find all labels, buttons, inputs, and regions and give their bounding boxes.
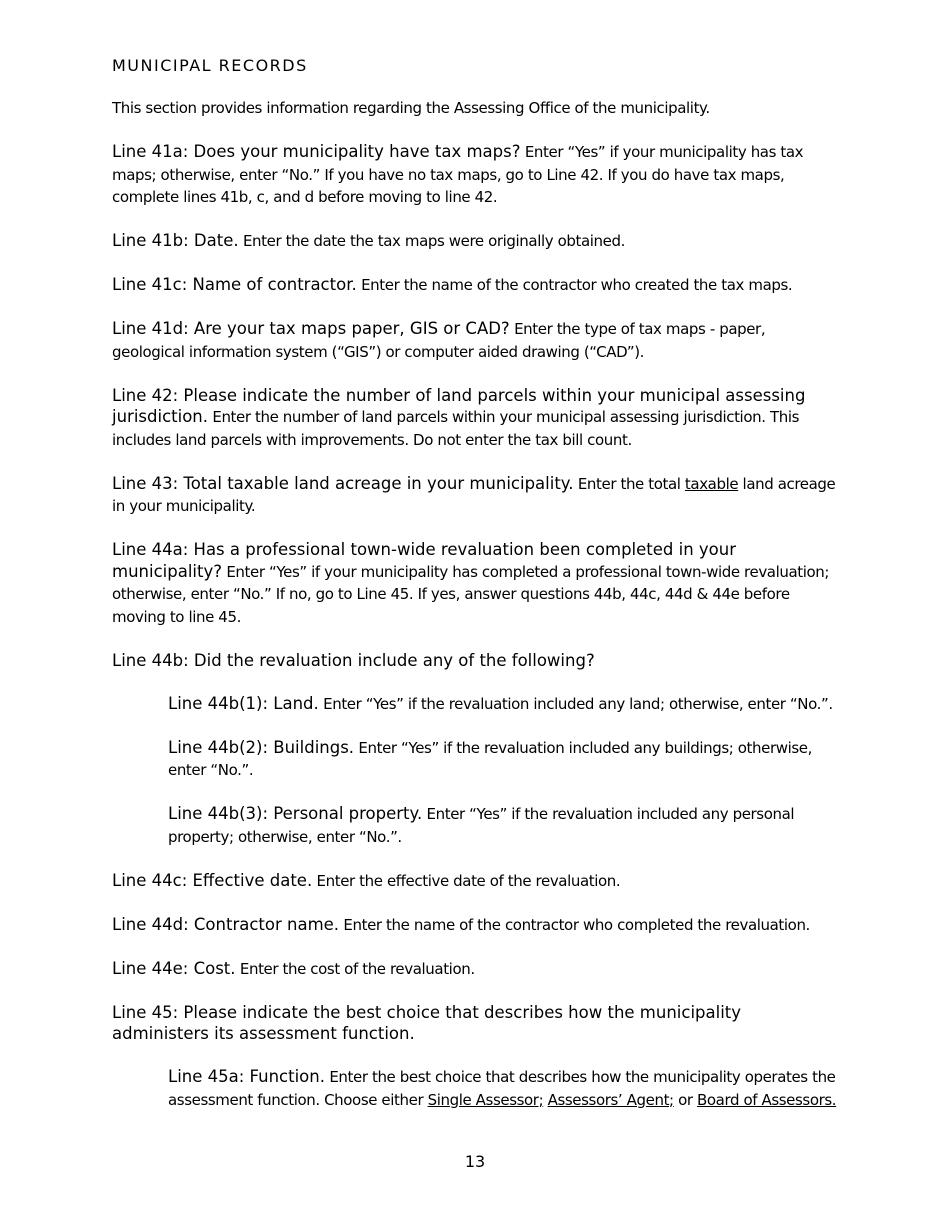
document-page (112, 54, 840, 1133)
line-43-text-post: land acreage in your municipality. (112, 474, 836, 515)
line-41b-text: Enter the date the tax maps were originally obtained. (238, 232, 625, 250)
line-44b1-text: Enter “Yes” if the revaluation included any land; otherwise, enter “No.”. (318, 694, 833, 713)
line-44b-paragraph (112, 650, 840, 672)
line-41b-heading: Line 41b: Date. (112, 231, 239, 250)
line-41c-paragraph (112, 274, 840, 297)
line-44b2-heading: Line 44b(2): Buildings. (168, 737, 355, 757)
line-45-heading: Line 45: Please indicate the best choice that describes how the municipality administers its assessment function. (112, 1002, 742, 1043)
line-44a-text: Enter “Yes” if your municipality has completed a professional town-wide revaluation; otherwise, enter “No.” If no, go to Line 45. If yes, answer questions 44b, 44c, 44d & 44e before moving to line 45. (112, 562, 830, 626)
section-title: MUNICIPAL RECORDS (112, 56, 308, 75)
choice-assessors-agent: Assessors’ Agent; (547, 1090, 674, 1109)
line-44b2-text: Enter “Yes” if the revaluation included any buildings; otherwise, enter “No.”. (168, 738, 812, 779)
line-42-paragraph (112, 385, 840, 452)
line-44b1-heading: Line 44b(1): Land. (168, 693, 319, 713)
line-41a-paragraph (112, 141, 840, 209)
line-44c-paragraph (112, 870, 840, 893)
line-44b3-text: Enter “Yes” if the revaluation included any personal property; otherwise, enter “No.”. (168, 805, 795, 846)
line-44e-heading: Line 44e: Cost. (112, 958, 236, 978)
line-41a-text: Enter “Yes” if your municipality has tax maps; otherwise, enter “No.” If you have no tax maps, go to Line 42. If you do have tax maps, complete lines 41b, c, and d before moving to line 42. (112, 143, 804, 206)
page-number: 13 (464, 1152, 486, 1171)
line-45a-paragraph (168, 1066, 840, 1111)
line-41d-heading: Line 41d: Are your tax maps paper, GIS or CAD? (112, 319, 510, 338)
line-42-text: Enter the number of land parcels within your municipal assessing jurisdiction. This includes land parcels with improvements. Do not enter the tax bill count. (112, 408, 799, 449)
line-41c-text: Enter the name of the contractor who created the tax maps. (356, 276, 793, 294)
line-41d-text: Enter the type of tax maps - paper, geological information system (“GIS”) or computer aided drawing (“CAD”). (112, 320, 766, 361)
line-42-heading: Line 42: Please indicate the number of land parcels within your municipal assessing jurisdiction. (112, 385, 806, 426)
line-44c-heading: Line 44c: Effective date. (112, 870, 313, 890)
line-44e-text: Enter the cost of the revaluation. (235, 959, 475, 978)
line-41d-paragraph (112, 318, 840, 363)
line-44b3-paragraph (168, 803, 840, 848)
line-44d-heading: Line 44d: Contractor name. (112, 914, 340, 934)
choice-single-assessor: Single Assessor; (427, 1090, 544, 1109)
line-44b-heading: Line 44b: Did the revaluation include any of the following? (112, 650, 595, 670)
line-41c-heading: Line 41c: Name of contractor. (112, 275, 357, 294)
line-44a-heading: Line 44a: Has a professional town-wide revaluation been completed in your municipality? (112, 540, 737, 581)
line-44c-text: Enter the effective date of the revaluation. (312, 871, 621, 890)
line-44a-paragraph (112, 539, 840, 628)
choice-separator-2: or (673, 1090, 697, 1109)
line-43-heading: Line 43: Total taxable land acreage in your municipality. (112, 473, 574, 493)
line-45-paragraph (112, 1002, 840, 1045)
line-45a-text: Enter the best choice that describes how the municipality operates the assessment function. Choose either (168, 1068, 836, 1109)
choice-board-of-assessors: Board of Assessors. (697, 1090, 837, 1109)
line-41b-paragraph (112, 230, 840, 253)
line-44b2-paragraph (168, 737, 840, 782)
line-44d-text: Enter the name of the contractor who completed the revaluation. (339, 915, 810, 934)
line-45a-heading: Line 45a: Function. (168, 1067, 325, 1086)
line-44b1-paragraph (168, 693, 840, 716)
line-41a-heading: Line 41a: Does your municipality have tax maps? (112, 142, 521, 161)
line-44d-paragraph (112, 914, 840, 937)
line-44b3-heading: Line 44b(3): Personal property. (168, 804, 423, 823)
line-43-text-pre: Enter the total (573, 474, 685, 493)
intro-paragraph: This section provides information regarding the Assessing Office of the municipality. (112, 99, 710, 117)
line-43-underlined-word: taxable (684, 474, 739, 493)
line-43-paragraph (112, 473, 840, 518)
line-44e-paragraph (112, 958, 840, 981)
